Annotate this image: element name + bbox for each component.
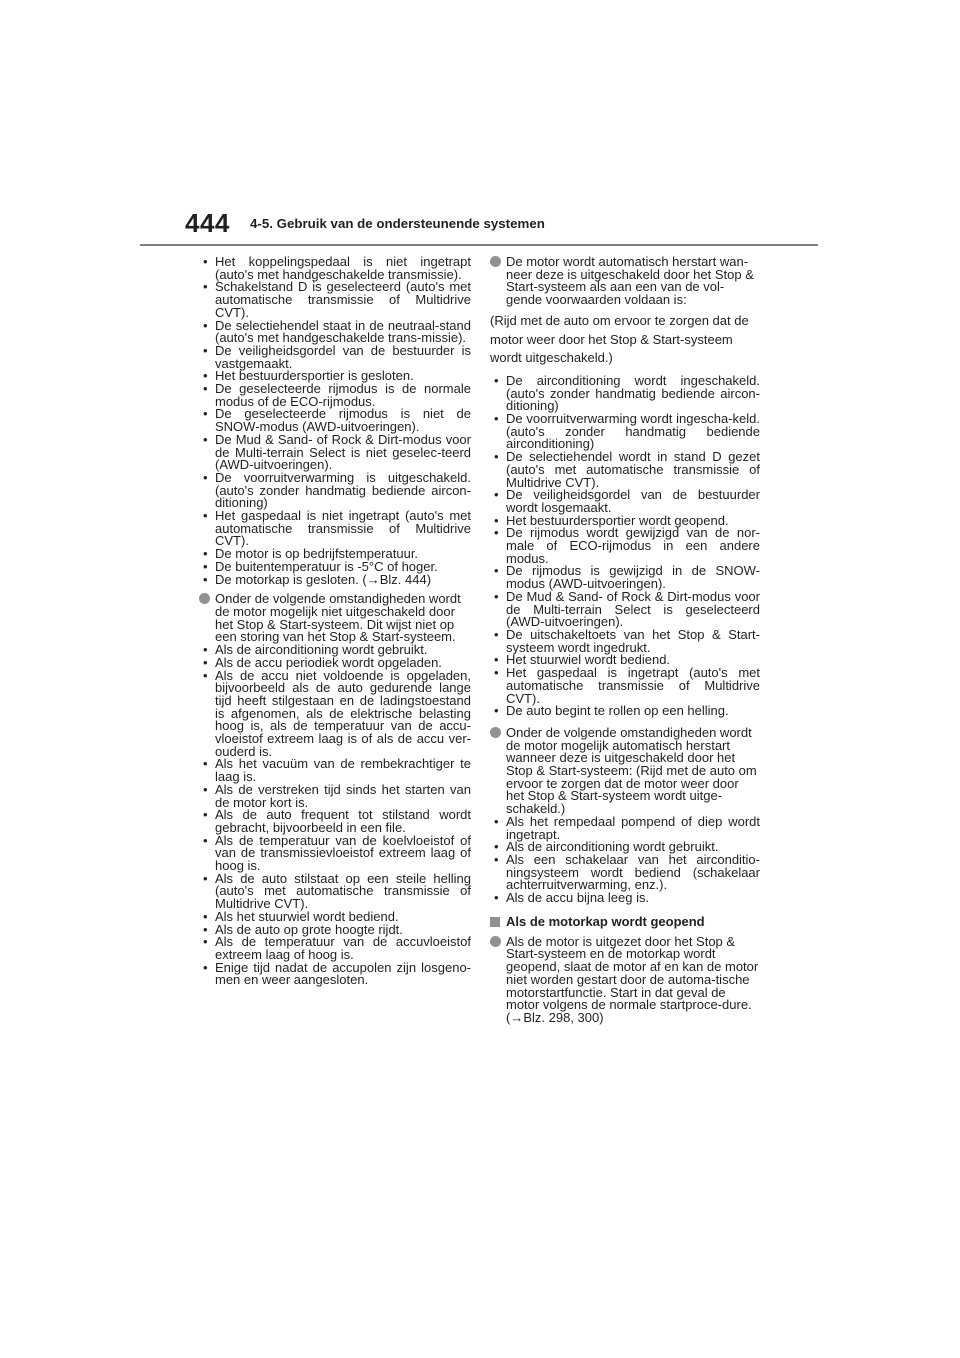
restart-conditions-list <box>490 372 760 719</box>
list-item: • De voorruitverwarming wordt ingescha-keld. (auto's zonder handmatig bediende airconditioning) <box>490 413 760 451</box>
list-item: • De geselecteerde rijmodus is de normale modus of de ECO-rijmodus. <box>199 383 471 408</box>
list-item: • De selectiehendel wordt in stand D gezet (auto's met automatische transmissie of Multidrive CVT). <box>490 451 760 489</box>
note-text: Als de motor is uitgezet door het Stop & Start-systeem en de motorkap wordt geopend, slaat de motor af en kan de motor niet worden gestart door de automa-tische motorstartfunctie. Start in dat geval de motor volgens de normale startproce-dure. (→Blz. 298, 300) <box>506 933 759 1025</box>
list-item: • De voorruitverwarming is uitgeschakeld. (auto's zonder handmatig bediende aircon-ditioning) <box>199 472 471 510</box>
subsection-heading <box>490 914 760 929</box>
list-item: • Het bestuurdersportier is gesloten. <box>199 370 471 383</box>
note-text: De motor wordt automatisch herstart wan-neer deze is uitgeschakeld door het Stop & Start-systeem als aan een van de vol-gende voorwaarden voldaan is: <box>506 254 754 308</box>
circle-bullet-icon <box>490 727 501 738</box>
right-column <box>490 256 760 1025</box>
list-item: • Als het rempedaal pompend of diep wordt ingetrapt. <box>490 816 760 841</box>
list-item: • Het gaspedaal is ingetrapt (auto's met automatische transmissie of Multidrive CVT). <box>490 667 760 705</box>
note-paragraph <box>490 933 760 1025</box>
list-item: • De veiligheidsgordel van de bestuurder wordt losgemaakt. <box>490 489 760 514</box>
list-item: • De selectiehendel staat in de neutraal-stand (auto's met handgeschakelde trans-missie). <box>199 320 471 345</box>
subsection-heading-text: Als de motorkap wordt geopend <box>506 913 705 929</box>
plain-line: wordt uitgeschakeld.) <box>490 350 613 366</box>
list-item: • Het bestuurdersportier wordt geopend. <box>490 515 760 528</box>
circle-bullet-icon <box>490 256 501 267</box>
note-text: Onder de volgende omstandigheden wordt de motor mogelijk automatisch herstart wanneer deze is uitgeschakeld door het Stop & Start-systeem: (Rijd met de auto om ervoor te zorgen dat de motor weer door het Stop & Start-systeem wordt uitge-schakeld.) <box>506 724 757 817</box>
list-item: • Als de auto op grote hoogte rijdt. <box>199 924 471 937</box>
list-item: • De airconditioning wordt ingeschakeld. (auto's zonder handmatig bediende aircon-ditioning) <box>490 375 760 413</box>
list-item: • Als de accu niet voldoende is opgeladen, bijvoorbeeld als de auto gedurende lange tijd heeft stilgestaan en de ladingstoestand is afgenomen, als de elektrische belasting hoog is, als de temperatuur van de accu-vloeistof extreem laag is of als de accu ver-ouderd is. <box>199 670 471 759</box>
plain-line: (Rijd met de auto om ervoor te zorgen dat de <box>490 312 749 328</box>
list-item: • De Mud & Sand- of Rock & Dirt-modus voor de Multi-terrain Select is geselecteerd (AWD-uitvoeringen). <box>490 591 760 629</box>
list-item: • Als het vacuüm van de rembekrachtiger te laag is. <box>199 758 471 783</box>
list-item: • De Mud & Sand- of Rock & Dirt-modus voor de Multi-terrain Select is niet geselec-teerd (AWD-uitvoeringen). <box>199 434 471 472</box>
page-number: 444 <box>185 208 230 238</box>
conditions-list <box>199 256 471 586</box>
list-item: • Als de auto frequent tot stilstand wordt gebracht, bijvoorbeeld in een file. <box>199 809 471 834</box>
auto-restart-conditions-list <box>490 813 760 906</box>
list-item: • Als de temperatuur van de accuvloeistof extreem laag of hoog is. <box>199 936 471 961</box>
note-text: Onder de volgende omstandigheden wordt de motor mogelijk niet uitgeschakeld door het Stop & Start-systeem. Dit wijst niet op een storing van het Stop & Start-systeem. <box>215 591 461 645</box>
list-item: • Als het stuurwiel wordt bediend. <box>199 911 471 924</box>
list-item: • Als de verstreken tijd sinds het starten van de motor kort is. <box>199 784 471 809</box>
plain-line: motor weer door het Stop & Start-systeem <box>490 331 733 347</box>
list-item: • Als de temperatuur van de koelvloeistof of van de transmissievloeistof extreem laag of hoog is. <box>199 835 471 873</box>
note-paragraph <box>490 256 760 307</box>
note-paragraph <box>490 724 760 817</box>
list-item: • Als de accu bijna leeg is. <box>490 892 760 905</box>
list-item: • Als de auto stilstaat op een steile helling (auto's met automatische transmissie of Multidrive CVT). <box>199 873 471 911</box>
list-item: • De motorkap is gesloten. (→Blz. 444) <box>199 574 471 587</box>
note-paragraph <box>199 593 471 644</box>
list-item: • De buitentemperatuur is -5°C of hoger. <box>199 561 471 574</box>
list-item: • De rijmodus is gewijzigd in de SNOW-modus (AWD-uitvoeringen). <box>490 565 760 590</box>
list-item: • Als de airconditioning wordt gebruikt. <box>490 841 760 854</box>
list-item: • Als de airconditioning wordt gebruikt. <box>199 644 471 657</box>
section-title: 4-5. Gebruik van de ondersteunende systemen <box>250 216 545 231</box>
left-column <box>199 256 471 987</box>
list-item: • Als een schakelaar van het airconditio-ningsysteem wordt bediend (schakelaar achterruitverwarming, enz.). <box>490 854 760 892</box>
list-item: • De motor is op bedrijfstemperatuur. <box>199 548 471 561</box>
list-item: • Het stuurwiel wordt bediend. <box>490 654 760 667</box>
list-item: • De auto begint te rollen op een helling. <box>490 705 760 718</box>
list-item: • De uitschakeltoets van het Stop & Start-systeem wordt ingedrukt. <box>490 629 760 654</box>
square-bullet-icon <box>490 917 500 927</box>
circle-bullet-icon <box>199 593 210 604</box>
list-item: • Enige tijd nadat de accupolen zijn losgeno-men en weer aangesloten. <box>199 962 471 987</box>
list-item: • De rijmodus wordt gewijzigd van de nor-male of ECO-rijmodus in een andere modus. <box>490 527 760 565</box>
list-item: • Het koppelingspedaal is niet ingetrapt (auto's met handgeschakelde transmissie). <box>199 256 471 281</box>
list-item: • Schakelstand D is geselecteerd (auto's met automatische transmissie of Multidrive CVT). <box>199 281 471 319</box>
list-item: • Als de accu periodiek wordt opgeladen. <box>199 657 471 670</box>
list-item: • De veiligheidsgordel van de bestuurder is vastgemaakt. <box>199 345 471 370</box>
list-item: • Het gaspedaal is niet ingetrapt (auto's met automatische transmissie of Multidrive CVT). <box>199 510 471 548</box>
circle-bullet-icon <box>490 936 501 947</box>
header-divider <box>140 244 818 246</box>
no-stop-conditions-list <box>199 644 471 987</box>
list-item: • De geselecteerde rijmodus is niet de SNOW-modus (AWD-uitvoeringen). <box>199 408 471 433</box>
